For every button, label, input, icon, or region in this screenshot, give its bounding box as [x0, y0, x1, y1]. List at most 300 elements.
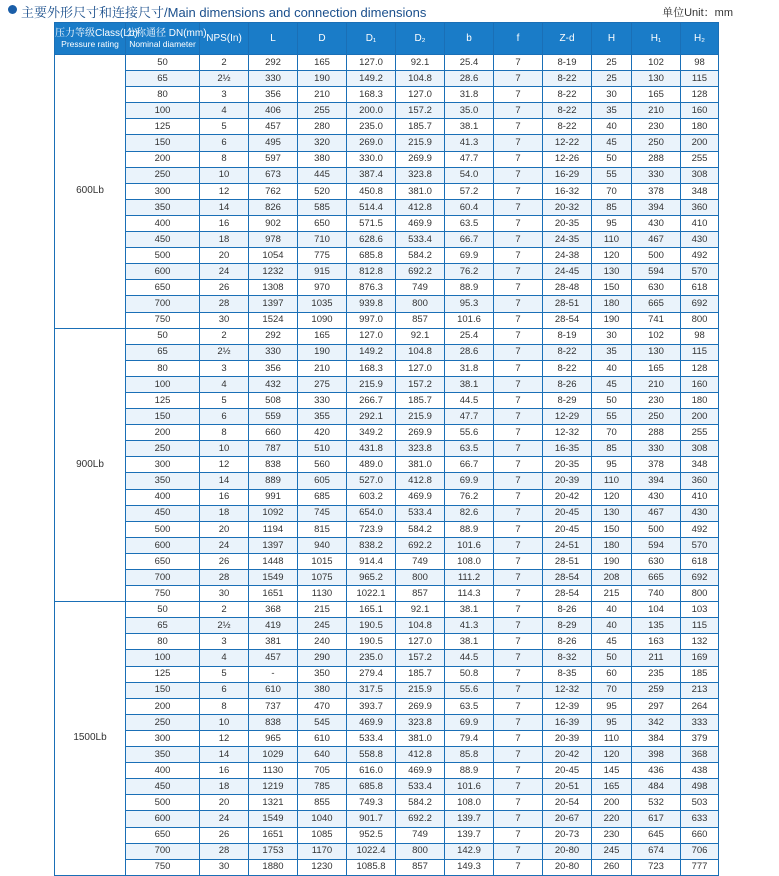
cell-h1: 467 [632, 232, 681, 248]
cell-d1: 149.2 [347, 344, 396, 360]
cell-zd: 12-32 [543, 682, 592, 698]
cell-d2: 381.0 [396, 730, 445, 746]
cell-h: 35 [592, 103, 632, 119]
cell-h2: 98 [681, 328, 719, 344]
table-row [55, 586, 719, 602]
cell-l: 356 [249, 360, 298, 376]
cell-dn: 700 [126, 843, 200, 859]
cell-d2: 533.4 [396, 505, 445, 521]
cell-b: 63.5 [445, 441, 494, 457]
table-row [55, 392, 719, 408]
cell-nps: 3 [200, 634, 249, 650]
table-row [55, 521, 719, 537]
cell-nps: 26 [200, 553, 249, 569]
cell-l: 495 [249, 135, 298, 151]
cell-zd: 28-54 [543, 312, 592, 328]
cell-h2: 115 [681, 344, 719, 360]
table-row [55, 602, 719, 618]
cell-h2: 633 [681, 811, 719, 827]
table-row [55, 248, 719, 264]
cell-l: 457 [249, 119, 298, 135]
cell-b: 35.0 [445, 103, 494, 119]
cell-d1: 190.5 [347, 618, 396, 634]
cell-d: 940 [298, 537, 347, 553]
cell-d: 510 [298, 441, 347, 457]
cell-zd: 8-26 [543, 634, 592, 650]
cell-d1: 168.3 [347, 87, 396, 103]
cell-b: 108.0 [445, 795, 494, 811]
cell-d: 380 [298, 151, 347, 167]
cell-h2: 213 [681, 682, 719, 698]
cell-l: 1524 [249, 312, 298, 328]
cell-b: 139.7 [445, 811, 494, 827]
cell-h1: 135 [632, 618, 681, 634]
cell-d: 705 [298, 763, 347, 779]
table-row [55, 666, 719, 682]
header-row [55, 23, 719, 55]
cell-nps: 28 [200, 843, 249, 859]
cell-d1: 168.3 [347, 360, 396, 376]
cell-d1: 965.2 [347, 570, 396, 586]
cell-f: 7 [494, 521, 543, 537]
cell-l: 292 [249, 328, 298, 344]
table-row [55, 119, 719, 135]
cell-h1: 378 [632, 183, 681, 199]
cell-d1: 387.4 [347, 167, 396, 183]
table-body [55, 55, 719, 876]
cell-zd: 20-67 [543, 811, 592, 827]
cell-h1: 250 [632, 409, 681, 425]
cell-h1: 165 [632, 87, 681, 103]
cell-b: 41.3 [445, 618, 494, 634]
table-row [55, 409, 719, 425]
cell-d: 350 [298, 666, 347, 682]
cell-b: 38.1 [445, 376, 494, 392]
cell-d2: 104.8 [396, 71, 445, 87]
cell-d: 610 [298, 730, 347, 746]
dimensions-table [54, 22, 719, 876]
cell-nps: 2 [200, 328, 249, 344]
cell-d2: 104.8 [396, 618, 445, 634]
cell-h: 190 [592, 312, 632, 328]
cell-h2: 160 [681, 376, 719, 392]
cell-d2: 269.9 [396, 425, 445, 441]
table-row [55, 489, 719, 505]
cell-d1: 914.4 [347, 553, 396, 569]
cell-l: 1194 [249, 521, 298, 537]
cell-f: 7 [494, 232, 543, 248]
table-row [55, 167, 719, 183]
cell-dn: 700 [126, 570, 200, 586]
cell-d1: 349.2 [347, 425, 396, 441]
cell-d2: 800 [396, 296, 445, 312]
cell-h: 120 [592, 747, 632, 763]
cell-f: 7 [494, 328, 543, 344]
cell-zd: 24-35 [543, 232, 592, 248]
cell-h1: 645 [632, 827, 681, 843]
cell-h1: 211 [632, 650, 681, 666]
cell-nps: 18 [200, 232, 249, 248]
cell-h1: 288 [632, 425, 681, 441]
cell-dn: 125 [126, 392, 200, 408]
cell-d2: 692.2 [396, 811, 445, 827]
cell-dn: 65 [126, 71, 200, 87]
cell-b: 41.3 [445, 135, 494, 151]
cell-d2: 157.2 [396, 376, 445, 392]
table-row [55, 859, 719, 875]
page-title: 主要外形尺寸和连接尺寸/Main dimensions and connection dimensions [21, 5, 427, 20]
cell-f: 7 [494, 264, 543, 280]
cell-d1: 527.0 [347, 473, 396, 489]
cell-b: 76.2 [445, 489, 494, 505]
cell-f: 7 [494, 360, 543, 376]
cell-nps: 28 [200, 296, 249, 312]
cell-b: 79.4 [445, 730, 494, 746]
cell-h: 190 [592, 553, 632, 569]
cell-h2: 333 [681, 714, 719, 730]
cell-f: 7 [494, 763, 543, 779]
cell-h2: 379 [681, 730, 719, 746]
cell-h1: 398 [632, 747, 681, 763]
cell-h: 120 [592, 489, 632, 505]
cell-l: 1651 [249, 827, 298, 843]
cell-nps: 14 [200, 747, 249, 763]
cell-zd: 24-45 [543, 264, 592, 280]
cell-l: 330 [249, 71, 298, 87]
cell-d1: 901.7 [347, 811, 396, 827]
cell-d1: 469.9 [347, 714, 396, 730]
cell-dn: 65 [126, 344, 200, 360]
cell-d2: 127.0 [396, 360, 445, 376]
table-row [55, 747, 719, 763]
cell-d: 560 [298, 457, 347, 473]
cell-d1: 514.4 [347, 199, 396, 215]
cell-d1: 235.0 [347, 119, 396, 135]
cell-f: 7 [494, 698, 543, 714]
cell-d: 640 [298, 747, 347, 763]
cell-h: 260 [592, 859, 632, 875]
cell-l: 1321 [249, 795, 298, 811]
cell-h2: 618 [681, 280, 719, 296]
cell-l: 978 [249, 232, 298, 248]
cell-h2: 200 [681, 409, 719, 425]
cell-zd: 20-42 [543, 747, 592, 763]
table-row [55, 698, 719, 714]
header-dn-cn: 公称通径 DN(mm) [126, 27, 207, 39]
cell-f: 7 [494, 425, 543, 441]
cell-h2: 438 [681, 763, 719, 779]
cell-h: 85 [592, 199, 632, 215]
cell-d: 745 [298, 505, 347, 521]
cell-zd: 20-45 [543, 521, 592, 537]
cell-nps: 8 [200, 698, 249, 714]
cell-zd: 8-26 [543, 376, 592, 392]
cell-d: 165 [298, 328, 347, 344]
cell-h1: 297 [632, 698, 681, 714]
table-row [55, 618, 719, 634]
cell-h2: 800 [681, 586, 719, 602]
cell-h: 120 [592, 248, 632, 264]
cell-d2: 749 [396, 827, 445, 843]
table-row [55, 135, 719, 151]
cell-d2: 323.8 [396, 714, 445, 730]
cell-h: 70 [592, 183, 632, 199]
cell-l: 1397 [249, 296, 298, 312]
cell-d: 1040 [298, 811, 347, 827]
cell-h1: 430 [632, 215, 681, 231]
cell-l: 838 [249, 714, 298, 730]
cell-b: 25.4 [445, 328, 494, 344]
table-row [55, 553, 719, 569]
cell-h2: 200 [681, 135, 719, 151]
table-row [55, 215, 719, 231]
table-row [55, 280, 719, 296]
cell-d2: 127.0 [396, 634, 445, 650]
cell-h2: 498 [681, 779, 719, 795]
cell-d1: 939.8 [347, 296, 396, 312]
table-row [55, 151, 719, 167]
cell-h1: 330 [632, 167, 681, 183]
cell-b: 95.3 [445, 296, 494, 312]
cell-h2: 503 [681, 795, 719, 811]
cell-h1: 594 [632, 264, 681, 280]
cell-b: 38.1 [445, 602, 494, 618]
cell-zd: 20-35 [543, 457, 592, 473]
cell-h2: 800 [681, 312, 719, 328]
cell-d2: 381.0 [396, 457, 445, 473]
cell-nps: 4 [200, 103, 249, 119]
cell-h1: 484 [632, 779, 681, 795]
cell-zd: 8-29 [543, 392, 592, 408]
cell-dn: 450 [126, 779, 200, 795]
cell-b: 69.9 [445, 248, 494, 264]
cell-f: 7 [494, 55, 543, 71]
cell-d2: 533.4 [396, 779, 445, 795]
cell-nps: 6 [200, 682, 249, 698]
cell-b: 101.6 [445, 779, 494, 795]
cell-h1: 394 [632, 473, 681, 489]
cell-h: 50 [592, 392, 632, 408]
header-d2: D₂ [396, 23, 445, 55]
cell-nps: 5 [200, 392, 249, 408]
cell-h1: 500 [632, 248, 681, 264]
cell-l: 1308 [249, 280, 298, 296]
cell-d1: 812.8 [347, 264, 396, 280]
header-pressure-en: Pressure rating [61, 38, 119, 49]
cell-f: 7 [494, 103, 543, 119]
cell-zd: 8-22 [543, 119, 592, 135]
cell-dn: 250 [126, 441, 200, 457]
cell-l: 559 [249, 409, 298, 425]
cell-h2: 570 [681, 537, 719, 553]
cell-dn: 150 [126, 135, 200, 151]
cell-d: 290 [298, 650, 347, 666]
table-row [55, 537, 719, 553]
cell-f: 7 [494, 135, 543, 151]
cell-d1: 317.5 [347, 682, 396, 698]
cell-dn: 750 [126, 859, 200, 875]
cell-f: 7 [494, 344, 543, 360]
cell-h: 180 [592, 537, 632, 553]
cell-d1: 330.0 [347, 151, 396, 167]
cell-d2: 185.7 [396, 392, 445, 408]
cell-l: 660 [249, 425, 298, 441]
cell-l: 1753 [249, 843, 298, 859]
cell-d1: 279.4 [347, 666, 396, 682]
cell-b: 47.7 [445, 409, 494, 425]
cell-d1: 127.0 [347, 328, 396, 344]
cell-f: 7 [494, 730, 543, 746]
cell-zd: 8-22 [543, 71, 592, 87]
cell-h: 130 [592, 505, 632, 521]
cell-zd: 8-22 [543, 87, 592, 103]
cell-h1: 210 [632, 376, 681, 392]
cell-dn: 500 [126, 795, 200, 811]
cell-f: 7 [494, 779, 543, 795]
cell-zd: 12-39 [543, 698, 592, 714]
cell-b: 139.7 [445, 827, 494, 843]
cell-f: 7 [494, 795, 543, 811]
cell-d2: 185.7 [396, 666, 445, 682]
cell-d1: 1085.8 [347, 859, 396, 875]
cell-d2: 749 [396, 553, 445, 569]
table-row [55, 457, 719, 473]
header-nps: NPS(In) [200, 23, 249, 55]
cell-dn: 400 [126, 215, 200, 231]
cell-l: 1232 [249, 264, 298, 280]
header-d: D [298, 23, 347, 55]
cell-zd: 20-45 [543, 505, 592, 521]
cell-b: 69.9 [445, 714, 494, 730]
cell-l: 368 [249, 602, 298, 618]
cell-l: 787 [249, 441, 298, 457]
cell-d: 545 [298, 714, 347, 730]
cell-h1: 102 [632, 328, 681, 344]
cell-l: 1219 [249, 779, 298, 795]
cell-l: 610 [249, 682, 298, 698]
cell-d: 520 [298, 183, 347, 199]
cell-h1: 288 [632, 151, 681, 167]
cell-f: 7 [494, 167, 543, 183]
cell-l: 1029 [249, 747, 298, 763]
cell-h1: 674 [632, 843, 681, 859]
cell-zd: 16-29 [543, 167, 592, 183]
cell-d: 280 [298, 119, 347, 135]
cell-dn: 600 [126, 537, 200, 553]
table-row [55, 827, 719, 843]
cell-d: 1170 [298, 843, 347, 859]
cell-l: 737 [249, 698, 298, 714]
cell-nps: 20 [200, 248, 249, 264]
cell-l: 381 [249, 634, 298, 650]
cell-nps: 18 [200, 779, 249, 795]
cell-d2: 469.9 [396, 489, 445, 505]
cell-d2: 127.0 [396, 87, 445, 103]
cell-h1: 394 [632, 199, 681, 215]
cell-zd: 20-32 [543, 199, 592, 215]
cell-nps: 12 [200, 730, 249, 746]
cell-dn: 50 [126, 328, 200, 344]
cell-f: 7 [494, 280, 543, 296]
cell-nps: 14 [200, 199, 249, 215]
cell-h1: 165 [632, 360, 681, 376]
cell-zd: 20-39 [543, 730, 592, 746]
cell-l: 330 [249, 344, 298, 360]
cell-h2: 368 [681, 747, 719, 763]
cell-nps: 4 [200, 376, 249, 392]
cell-f: 7 [494, 505, 543, 521]
header-b: b [445, 23, 494, 55]
cell-b: 57.2 [445, 183, 494, 199]
cell-d1: 165.1 [347, 602, 396, 618]
cell-h: 110 [592, 232, 632, 248]
cell-l: 457 [249, 650, 298, 666]
cell-h1: 500 [632, 521, 681, 537]
cell-nps: 30 [200, 586, 249, 602]
cell-d: 1085 [298, 827, 347, 843]
cell-h: 165 [592, 779, 632, 795]
cell-d1: 997.0 [347, 312, 396, 328]
table-row [55, 312, 719, 328]
cell-h2: 360 [681, 473, 719, 489]
cell-d: 190 [298, 344, 347, 360]
cell-d: 240 [298, 634, 347, 650]
header-nominal-diameter [126, 23, 207, 55]
cell-b: 38.1 [445, 634, 494, 650]
cell-h: 110 [592, 473, 632, 489]
cell-d2: 857 [396, 312, 445, 328]
cell-d: 710 [298, 232, 347, 248]
cell-b: 25.4 [445, 55, 494, 71]
cell-l: 965 [249, 730, 298, 746]
cell-h: 25 [592, 71, 632, 87]
cell-f: 7 [494, 859, 543, 875]
cell-d: 775 [298, 248, 347, 264]
cell-b: 76.2 [445, 264, 494, 280]
cell-d1: 685.8 [347, 248, 396, 264]
cell-h2: 160 [681, 103, 719, 119]
cell-d1: 1022.1 [347, 586, 396, 602]
cell-dn: 650 [126, 827, 200, 843]
cell-h: 30 [592, 87, 632, 103]
header-l: L [249, 23, 298, 55]
cell-l: 508 [249, 392, 298, 408]
cell-zd: 12-32 [543, 425, 592, 441]
cell-b: 31.8 [445, 87, 494, 103]
cell-b: 38.1 [445, 119, 494, 135]
cell-dn: 650 [126, 553, 200, 569]
cell-d1: 127.0 [347, 55, 396, 71]
cell-h: 245 [592, 843, 632, 859]
cell-b: 69.9 [445, 473, 494, 489]
cell-h: 95 [592, 457, 632, 473]
cell-d2: 749 [396, 280, 445, 296]
cell-f: 7 [494, 119, 543, 135]
table-row [55, 103, 719, 119]
cell-f: 7 [494, 312, 543, 328]
cell-f: 7 [494, 183, 543, 199]
cell-h: 215 [592, 586, 632, 602]
unit-label: 单位Unit：mm [662, 7, 733, 19]
cell-d2: 157.2 [396, 650, 445, 666]
cell-dn: 200 [126, 425, 200, 441]
cell-b: 88.9 [445, 763, 494, 779]
cell-d1: 215.9 [347, 376, 396, 392]
cell-h2: 430 [681, 232, 719, 248]
table-row [55, 87, 719, 103]
cell-h: 40 [592, 602, 632, 618]
table-row [55, 730, 719, 746]
